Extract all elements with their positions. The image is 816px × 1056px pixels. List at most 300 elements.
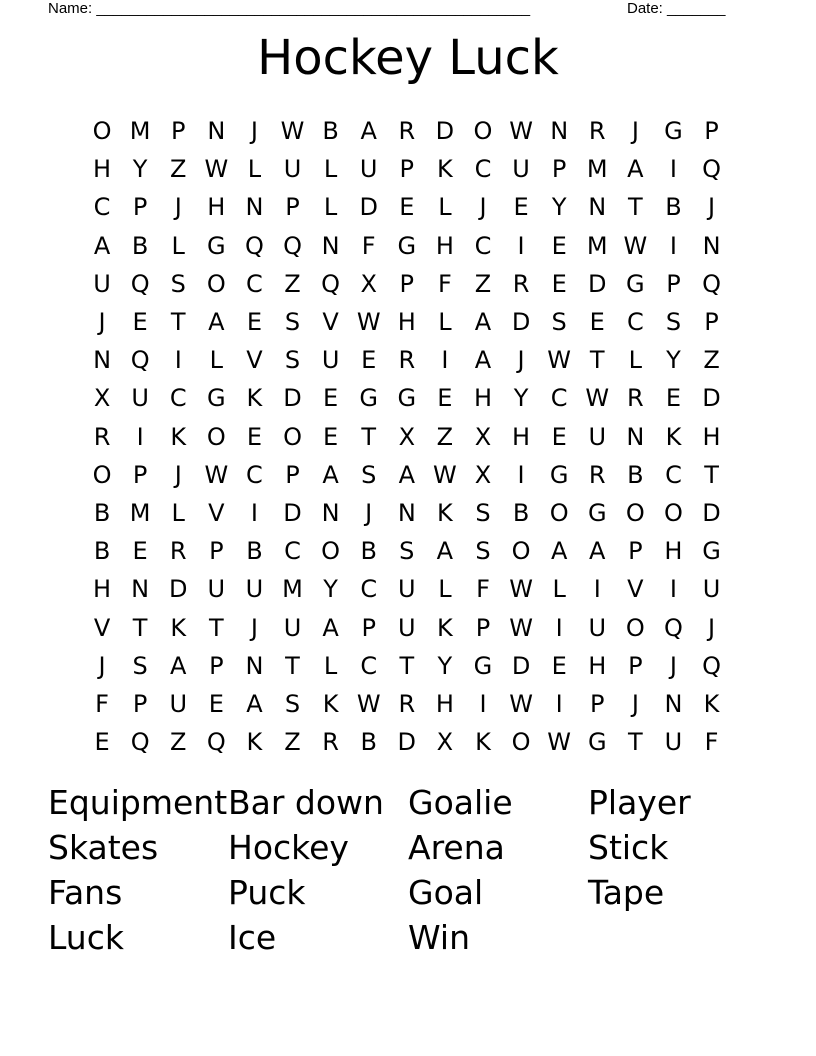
grid-cell[interactable]: O bbox=[625, 498, 645, 527]
grid-cell[interactable]: A bbox=[208, 308, 225, 337]
grid-cell[interactable]: W bbox=[356, 308, 381, 337]
grid-cell[interactable]: Y bbox=[513, 384, 529, 413]
grid-cell[interactable]: A bbox=[436, 537, 454, 566]
grid-cell[interactable]: E bbox=[551, 231, 567, 260]
grid-cell[interactable]: N bbox=[321, 498, 340, 527]
grid-cell[interactable]: P bbox=[361, 613, 376, 642]
grid-cell[interactable]: A bbox=[93, 231, 111, 260]
grid-cell[interactable]: G bbox=[207, 384, 226, 413]
grid-cell[interactable]: O bbox=[92, 117, 112, 146]
grid-cell[interactable]: Y bbox=[323, 575, 338, 604]
grid-cell[interactable]: A bbox=[550, 537, 568, 566]
grid-cell[interactable]: S bbox=[665, 308, 682, 337]
grid-cell[interactable]: D bbox=[435, 117, 455, 146]
grid-cell[interactable]: Y bbox=[551, 193, 567, 222]
grid-cell[interactable]: U bbox=[131, 384, 149, 413]
grid-cell[interactable]: O bbox=[206, 422, 226, 451]
grid-cell[interactable]: S bbox=[284, 689, 301, 718]
grid-cell[interactable]: U bbox=[512, 155, 530, 184]
word-list-item: Puck bbox=[228, 873, 306, 912]
grid-cell[interactable]: P bbox=[475, 613, 491, 642]
grid-cell[interactable]: G bbox=[473, 651, 493, 680]
grid-cell[interactable]: O bbox=[664, 498, 683, 527]
grid-cell[interactable]: C bbox=[360, 651, 378, 680]
grid-cell[interactable]: J bbox=[98, 308, 106, 337]
word-list-item: Stick bbox=[588, 828, 669, 867]
grid-cell[interactable]: E bbox=[361, 346, 377, 375]
grid-cell[interactable]: S bbox=[284, 346, 301, 375]
grid-cell[interactable]: W bbox=[356, 689, 381, 718]
grid-cell[interactable]: T bbox=[170, 308, 186, 337]
grid-cell[interactable]: G bbox=[359, 384, 378, 413]
grid-cell[interactable]: U bbox=[398, 613, 416, 642]
grid-cell[interactable]: W bbox=[433, 460, 457, 489]
word-list-item: Equipment bbox=[48, 783, 228, 822]
grid-cell[interactable]: N bbox=[131, 575, 150, 604]
grid-cell[interactable]: P bbox=[209, 651, 224, 680]
grid-cell[interactable]: O bbox=[473, 117, 493, 146]
grid-cell[interactable]: I bbox=[555, 689, 563, 718]
grid-cell[interactable]: S bbox=[551, 308, 567, 337]
grid-cell[interactable]: I bbox=[250, 498, 258, 527]
grid-cell[interactable]: C bbox=[474, 231, 492, 260]
grid-cell[interactable]: Q bbox=[130, 728, 150, 757]
grid-cell[interactable]: G bbox=[207, 231, 226, 260]
grid-cell[interactable]: L bbox=[438, 575, 452, 604]
grid-cell[interactable]: E bbox=[208, 689, 224, 718]
grid-cell[interactable]: H bbox=[397, 308, 416, 337]
grid-cell[interactable]: C bbox=[93, 193, 111, 222]
grid-cell[interactable]: I bbox=[555, 613, 563, 642]
grid-cell[interactable]: B bbox=[322, 117, 339, 146]
grid-cell[interactable]: E bbox=[551, 269, 567, 298]
grid-cell[interactable]: V bbox=[93, 613, 111, 642]
grid-cell[interactable]: T bbox=[704, 460, 719, 489]
grid-cell[interactable]: N bbox=[93, 346, 112, 375]
grid-cell[interactable]: A bbox=[627, 155, 644, 184]
grid-cell[interactable]: E bbox=[551, 422, 567, 451]
grid-cell[interactable]: U bbox=[588, 422, 607, 451]
grid-cell[interactable]: E bbox=[589, 308, 605, 337]
grid-cell[interactable]: W bbox=[585, 384, 610, 413]
grid-cell[interactable]: D bbox=[359, 193, 378, 222]
grid-cell[interactable]: L bbox=[323, 651, 338, 680]
grid-cell[interactable]: S bbox=[284, 308, 301, 337]
grid-cell[interactable]: Q bbox=[130, 346, 150, 375]
grid-cell[interactable]: I bbox=[593, 575, 601, 604]
word-list-item: Fans bbox=[48, 873, 123, 912]
grid-cell[interactable]: Z bbox=[170, 155, 187, 184]
grid-cell[interactable]: U bbox=[207, 575, 226, 604]
grid-cell[interactable]: W bbox=[547, 728, 572, 757]
grid-cell[interactable]: I bbox=[669, 155, 677, 184]
grid-cell[interactable]: T bbox=[628, 193, 643, 222]
grid-cell[interactable]: Q bbox=[702, 651, 721, 680]
grid-cell[interactable]: B bbox=[360, 537, 377, 566]
grid-cell[interactable]: C bbox=[550, 384, 568, 413]
grid-cell[interactable]: P bbox=[209, 537, 224, 566]
grid-cell[interactable]: P bbox=[666, 269, 681, 298]
grid-cell[interactable]: R bbox=[93, 422, 111, 451]
grid-cell[interactable]: U bbox=[93, 269, 111, 298]
grid-cell[interactable]: N bbox=[664, 689, 683, 718]
word-list-item: Skates bbox=[48, 828, 159, 867]
grid-cell[interactable]: M bbox=[129, 498, 151, 527]
grid-cell[interactable]: R bbox=[169, 537, 187, 566]
grid-cell[interactable]: G bbox=[702, 537, 721, 566]
grid-cell[interactable]: L bbox=[628, 346, 643, 375]
grid-cell[interactable]: W bbox=[204, 460, 229, 489]
grid-cell[interactable]: J bbox=[250, 613, 258, 642]
grid-cell[interactable]: L bbox=[552, 575, 566, 604]
word-list-item: Arena bbox=[408, 828, 505, 867]
grid-cell[interactable]: N bbox=[397, 498, 416, 527]
grid-cell[interactable]: A bbox=[360, 117, 377, 146]
grid-cell[interactable]: X bbox=[360, 269, 377, 298]
grid-cell[interactable]: K bbox=[246, 728, 263, 757]
grid-cell[interactable]: E bbox=[323, 422, 339, 451]
grid-cell[interactable]: Z bbox=[170, 728, 187, 757]
grid-cell[interactable]: E bbox=[132, 537, 148, 566]
grid-cell[interactable]: L bbox=[438, 308, 452, 337]
grid-cell[interactable]: E bbox=[437, 384, 453, 413]
grid-cell[interactable]: O bbox=[511, 728, 531, 757]
grid-cell[interactable]: J bbox=[517, 346, 525, 375]
grid-cell[interactable]: M bbox=[282, 575, 303, 604]
grid-cell[interactable]: I bbox=[479, 689, 487, 718]
grid-cell[interactable]: D bbox=[702, 384, 721, 413]
grid-cell[interactable]: A bbox=[589, 537, 606, 566]
grid-cell[interactable]: Q bbox=[702, 269, 721, 298]
grid-cell[interactable]: T bbox=[132, 613, 148, 642]
grid-cell[interactable]: N bbox=[245, 651, 264, 680]
grid-cell[interactable]: X bbox=[93, 384, 111, 413]
grid-cell[interactable]: W bbox=[509, 689, 533, 718]
grid-cell[interactable]: W bbox=[509, 575, 533, 604]
grid-cell[interactable]: Z bbox=[474, 269, 492, 298]
grid-cell[interactable]: X bbox=[474, 422, 492, 451]
grid-cell[interactable]: O bbox=[625, 613, 645, 642]
grid-cell[interactable]: F bbox=[476, 575, 490, 604]
grid-cell[interactable]: V bbox=[322, 308, 339, 337]
grid-cell[interactable]: P bbox=[132, 460, 148, 489]
grid-cell[interactable]: P bbox=[285, 193, 300, 222]
grid-cell[interactable]: U bbox=[169, 689, 188, 718]
grid-cell[interactable]: R bbox=[398, 117, 416, 146]
grid-cell[interactable]: Z bbox=[284, 269, 301, 298]
grid-cell[interactable]: M bbox=[586, 231, 608, 260]
grid-cell[interactable]: H bbox=[702, 422, 721, 451]
grid-cell[interactable]: S bbox=[475, 498, 491, 527]
grid-cell[interactable]: B bbox=[512, 498, 530, 527]
grid-cell[interactable]: J bbox=[174, 193, 182, 222]
grid-cell[interactable]: L bbox=[171, 231, 185, 260]
grid-cell[interactable]: T bbox=[399, 651, 415, 680]
grid-cell[interactable]: P bbox=[170, 117, 186, 146]
grid-cell[interactable]: L bbox=[247, 155, 262, 184]
grid-cell[interactable]: K bbox=[475, 728, 491, 757]
grid-cell[interactable]: R bbox=[398, 346, 416, 375]
word-list-item: Goalie bbox=[408, 783, 513, 822]
grid-cell[interactable]: K bbox=[437, 155, 453, 184]
grid-cell[interactable]: C bbox=[246, 460, 263, 489]
grid-cell[interactable]: I bbox=[174, 346, 182, 375]
grid-cell[interactable]: N bbox=[702, 231, 721, 260]
grid-cell[interactable]: G bbox=[397, 384, 417, 413]
grid-cell[interactable]: V bbox=[627, 575, 644, 604]
grid-cell[interactable]: L bbox=[323, 155, 338, 184]
grid-cell[interactable]: O bbox=[549, 498, 569, 527]
grid-cell[interactable]: S bbox=[399, 537, 415, 566]
grid-cell[interactable]: Y bbox=[132, 155, 148, 184]
grid-cell[interactable]: F bbox=[361, 231, 376, 260]
grid-cell[interactable]: S bbox=[475, 537, 491, 566]
grid-cell[interactable]: J bbox=[708, 193, 716, 222]
grid-cell[interactable]: K bbox=[665, 422, 682, 451]
grid-cell[interactable]: B bbox=[131, 231, 149, 260]
grid-cell[interactable]: Z bbox=[703, 346, 720, 375]
grid-cell[interactable]: Z bbox=[436, 422, 454, 451]
grid-cell[interactable]: G bbox=[397, 231, 417, 260]
grid-cell[interactable]: J bbox=[631, 689, 639, 718]
grid-cell[interactable]: N bbox=[588, 193, 607, 222]
grid-cell[interactable]: J bbox=[365, 498, 373, 527]
grid-cell[interactable]: F bbox=[704, 728, 719, 757]
grid-cell[interactable]: E bbox=[132, 308, 148, 337]
grid-cell[interactable]: L bbox=[438, 193, 452, 222]
grid-cell[interactable]: P bbox=[399, 155, 415, 184]
grid-cell[interactable]: A bbox=[398, 460, 415, 489]
grid-cell[interactable]: V bbox=[208, 498, 225, 527]
grid-cell[interactable]: U bbox=[245, 575, 264, 604]
grid-cell[interactable]: Y bbox=[666, 346, 681, 375]
grid-cell[interactable]: S bbox=[361, 460, 377, 489]
grid-cell[interactable]: O bbox=[92, 460, 112, 489]
grid-cell[interactable]: D bbox=[702, 498, 721, 527]
grid-cell[interactable]: U bbox=[588, 613, 607, 642]
grid-cell[interactable]: G bbox=[587, 728, 607, 757]
grid-cell[interactable]: Q bbox=[321, 269, 341, 298]
grid-cell[interactable]: B bbox=[665, 193, 682, 222]
grid-cell[interactable]: R bbox=[588, 460, 606, 489]
grid-cell[interactable]: D bbox=[397, 728, 417, 757]
grid-cell[interactable]: N bbox=[626, 422, 645, 451]
grid-cell[interactable]: E bbox=[665, 384, 682, 413]
grid-cell[interactable]: C bbox=[626, 308, 644, 337]
grid-cell[interactable]: E bbox=[323, 384, 339, 413]
grid-cell[interactable]: Q bbox=[283, 231, 302, 260]
grid-cell[interactable]: K bbox=[437, 613, 453, 642]
grid-cell[interactable]: E bbox=[246, 308, 262, 337]
grid-cell[interactable]: D bbox=[283, 498, 302, 527]
grid-cell[interactable]: P bbox=[132, 689, 148, 718]
grid-cell[interactable]: Z bbox=[284, 728, 301, 757]
grid-cell[interactable]: Q bbox=[206, 728, 226, 757]
grid-cell[interactable]: F bbox=[95, 689, 109, 718]
grid-cell[interactable]: O bbox=[511, 537, 531, 566]
grid-cell[interactable]: P bbox=[628, 651, 643, 680]
grid-cell[interactable]: P bbox=[285, 460, 300, 489]
grid-cell[interactable]: B bbox=[246, 537, 263, 566]
grid-cell[interactable]: T bbox=[361, 422, 377, 451]
grid-cell[interactable]: K bbox=[437, 498, 453, 527]
grid-cell[interactable]: G bbox=[626, 269, 645, 298]
grid-cell[interactable]: G bbox=[549, 460, 569, 489]
grid-cell[interactable]: A bbox=[170, 651, 187, 680]
grid-cell[interactable]: E bbox=[399, 193, 415, 222]
grid-cell[interactable]: N bbox=[245, 193, 264, 222]
grid-cell[interactable]: P bbox=[590, 689, 605, 718]
grid-cell[interactable]: U bbox=[398, 575, 416, 604]
grid-cell[interactable]: M bbox=[586, 155, 608, 184]
grid-cell[interactable]: E bbox=[551, 651, 567, 680]
grid-cell[interactable]: Q bbox=[702, 155, 721, 184]
grid-cell[interactable]: K bbox=[246, 384, 263, 413]
grid-cell[interactable]: C bbox=[360, 575, 378, 604]
grid-cell[interactable]: W bbox=[547, 346, 572, 375]
grid-cell[interactable]: D bbox=[168, 575, 188, 604]
grid-cell[interactable]: Q bbox=[664, 613, 683, 642]
grid-cell[interactable]: C bbox=[246, 269, 263, 298]
grid-cell[interactable]: X bbox=[436, 728, 454, 757]
grid-cell[interactable]: J bbox=[98, 651, 106, 680]
grid-cell[interactable]: I bbox=[517, 460, 525, 489]
grid-cell[interactable]: N bbox=[207, 117, 226, 146]
grid-cell[interactable]: Q bbox=[130, 269, 150, 298]
grid-cell[interactable]: C bbox=[284, 537, 301, 566]
grid-cell[interactable]: P bbox=[704, 117, 719, 146]
grid-cell[interactable]: H bbox=[207, 193, 226, 222]
grid-cell[interactable]: J bbox=[708, 613, 716, 642]
grid-cell[interactable]: J bbox=[669, 651, 677, 680]
grid-cell[interactable]: W bbox=[509, 613, 533, 642]
grid-cell[interactable]: T bbox=[285, 651, 300, 680]
grid-cell[interactable]: P bbox=[551, 155, 567, 184]
grid-cell[interactable]: H bbox=[93, 155, 112, 184]
grid-cell[interactable]: J bbox=[174, 460, 182, 489]
grid-cell[interactable]: H bbox=[435, 231, 454, 260]
grid-cell[interactable]: H bbox=[93, 575, 112, 604]
grid-cell[interactable]: E bbox=[94, 728, 110, 757]
grid-cell[interactable]: I bbox=[669, 231, 677, 260]
grid-cell[interactable]: P bbox=[628, 537, 643, 566]
grid-cell[interactable]: F bbox=[437, 269, 452, 298]
grid-cell[interactable]: H bbox=[435, 689, 454, 718]
grid-cell[interactable]: N bbox=[321, 231, 340, 260]
grid-cell[interactable]: E bbox=[513, 193, 529, 222]
name-field[interactable]: Name: ____________________________________________________ bbox=[48, 0, 531, 17]
grid-cell[interactable]: L bbox=[323, 193, 338, 222]
grid-cell[interactable]: J bbox=[250, 117, 258, 146]
grid-cell[interactable]: H bbox=[512, 422, 531, 451]
grid-cell[interactable]: U bbox=[359, 155, 378, 184]
grid-cell[interactable]: D bbox=[283, 384, 302, 413]
grid-cell[interactable]: P bbox=[704, 308, 719, 337]
grid-cell[interactable]: R bbox=[398, 689, 416, 718]
grid-cell[interactable]: A bbox=[322, 460, 339, 489]
grid-cell[interactable]: B bbox=[93, 537, 111, 566]
grid-cell[interactable]: B bbox=[360, 728, 377, 757]
grid-cell[interactable]: D bbox=[511, 308, 531, 337]
grid-cell[interactable]: W bbox=[509, 117, 533, 146]
grid-cell[interactable]: I bbox=[669, 575, 677, 604]
grid-cell[interactable]: L bbox=[209, 346, 224, 375]
grid-cell[interactable]: D bbox=[588, 269, 607, 298]
grid-cell[interactable]: H bbox=[473, 384, 492, 413]
grid-cell[interactable]: K bbox=[322, 689, 339, 718]
grid-cell[interactable]: R bbox=[588, 117, 606, 146]
grid-cell[interactable]: O bbox=[283, 422, 302, 451]
grid-cell[interactable]: W bbox=[280, 117, 305, 146]
grid-cell[interactable]: C bbox=[169, 384, 187, 413]
grid-cell[interactable]: V bbox=[246, 346, 263, 375]
grid-cell[interactable]: S bbox=[132, 651, 148, 680]
grid-cell[interactable]: A bbox=[322, 613, 339, 642]
grid-cell[interactable]: I bbox=[517, 231, 525, 260]
grid-cell[interactable]: M bbox=[129, 117, 151, 146]
grid-cell[interactable]: K bbox=[170, 613, 187, 642]
grid-cell[interactable]: T bbox=[628, 728, 643, 757]
grid-cell[interactable]: P bbox=[132, 193, 148, 222]
grid-cell[interactable]: I bbox=[441, 346, 449, 375]
grid-cell[interactable]: Y bbox=[437, 651, 453, 680]
grid-cell[interactable]: L bbox=[171, 498, 185, 527]
grid-cell[interactable]: C bbox=[474, 155, 492, 184]
word-list-item: Tape bbox=[588, 873, 665, 912]
grid-cell[interactable]: T bbox=[589, 346, 605, 375]
grid-cell[interactable]: G bbox=[587, 498, 607, 527]
grid-cell[interactable]: O bbox=[321, 537, 341, 566]
grid-cell[interactable]: I bbox=[136, 422, 144, 451]
grid-cell[interactable]: J bbox=[631, 117, 639, 146]
grid-cell[interactable]: B bbox=[93, 498, 111, 527]
grid-cell[interactable]: C bbox=[665, 460, 682, 489]
grid-cell[interactable]: U bbox=[321, 346, 340, 375]
grid-cell[interactable]: D bbox=[511, 651, 531, 680]
grid-cell[interactable]: U bbox=[283, 613, 302, 642]
date-field[interactable]: Date: _______ bbox=[627, 0, 726, 17]
grid-cell[interactable]: K bbox=[703, 689, 720, 718]
grid-cell[interactable]: W bbox=[204, 155, 229, 184]
grid-cell[interactable]: U bbox=[664, 728, 683, 757]
grid-cell[interactable]: N bbox=[550, 117, 569, 146]
grid-cell[interactable]: X bbox=[398, 422, 416, 451]
grid-cell[interactable]: A bbox=[474, 308, 492, 337]
grid-cell[interactable]: G bbox=[664, 117, 683, 146]
grid-cell[interactable]: H bbox=[664, 537, 683, 566]
grid-cell[interactable]: J bbox=[479, 193, 487, 222]
grid-cell[interactable]: E bbox=[246, 422, 262, 451]
grid-cell[interactable]: K bbox=[170, 422, 187, 451]
grid-cell[interactable]: U bbox=[702, 575, 721, 604]
grid-cell[interactable]: S bbox=[170, 269, 186, 298]
grid-cell[interactable]: H bbox=[588, 651, 607, 680]
grid-cell[interactable]: T bbox=[208, 613, 224, 642]
grid-cell[interactable]: X bbox=[474, 460, 492, 489]
grid-cell[interactable]: A bbox=[246, 689, 263, 718]
puzzle-title: Hockey Luck bbox=[257, 30, 559, 86]
grid-cell[interactable]: U bbox=[283, 155, 302, 184]
grid-cell[interactable]: O bbox=[206, 269, 226, 298]
grid-cell[interactable]: R bbox=[627, 384, 644, 413]
grid-cell[interactable]: A bbox=[474, 346, 492, 375]
grid-cell[interactable]: B bbox=[627, 460, 644, 489]
grid-cell[interactable]: Q bbox=[244, 231, 264, 260]
grid-cell[interactable]: R bbox=[512, 269, 530, 298]
grid-cell[interactable]: R bbox=[322, 728, 339, 757]
grid-cell[interactable]: W bbox=[623, 231, 648, 260]
grid-cell[interactable]: P bbox=[399, 269, 415, 298]
